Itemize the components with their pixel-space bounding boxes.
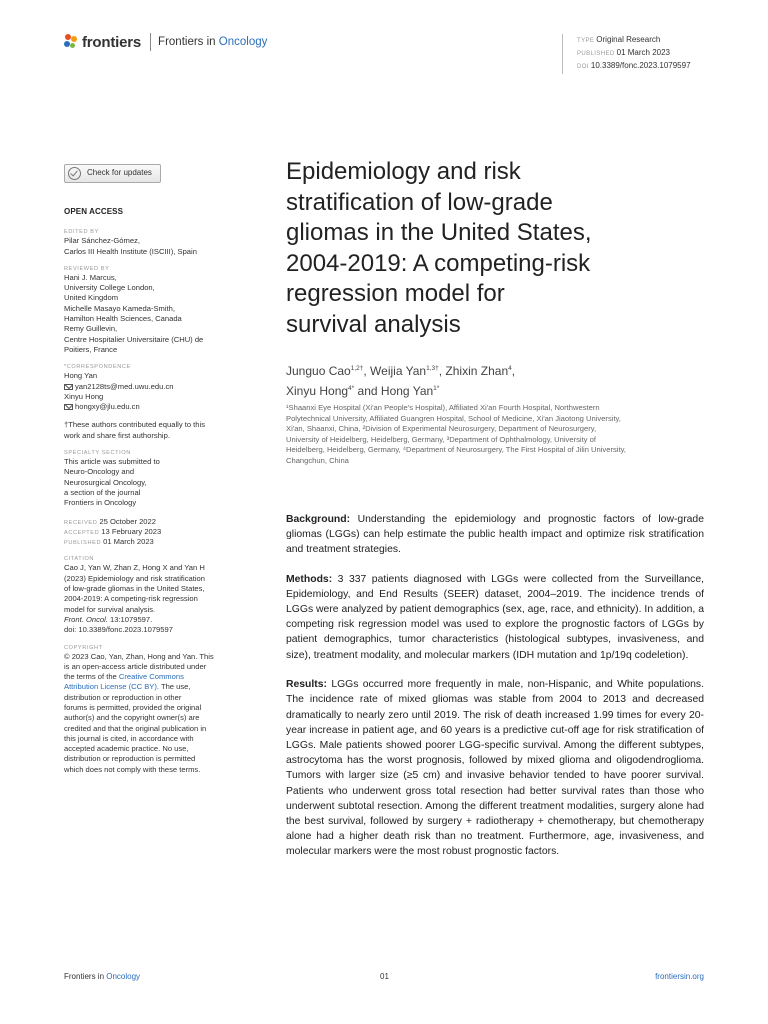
published-date: PUBLISHED 01 March 2023 <box>64 537 154 547</box>
author[interactable]: Hong Yan$^{1*}$ <box>380 384 440 398</box>
journal-prefix: Frontiers in <box>158 36 216 48</box>
abstract <box>286 512 704 860</box>
article-main <box>286 157 704 874</box>
author[interactable]: Xinyu Hong$^{4*}$ <box>286 384 355 398</box>
footer-journal[interactable]: Frontiers in Oncology <box>64 972 141 981</box>
journal-name[interactable] <box>158 36 267 48</box>
author-list: Junguo Cao$^{1,2\dagger}$, Weijia Yan$^{1,3\dagger}$, Zhixin Zhan$^4$, Xinyu Hong$^{4*}$ and Hong Yan$^{1*}$ <box>286 364 516 398</box>
page-number: 01 <box>380 972 389 981</box>
abstract-methods: Methods: 3 337 patients diagnosed with LGGs were collected from the Surveillance, Epidemiology, and End Results (SEER) dataset, 2004–2019. The incidence trends of LGGs were analyzed by patient demographics (sex, age, race, and ethnicity). In addition, a competing risk regression model was used to explore the prognostic factors of LGGs by patient demographics, tumor characteristics (histological subtypes, invasiveness, and size), treatment modality, and molecular markers (IDH mutation and 1p/19q codeletion). <box>286 573 704 661</box>
edited-by-section: EDITED BY Pilar Sánchez-Gómez, Carlos III Health Institute (ISCIII), Spain <box>64 229 197 256</box>
open-access-label: OPEN ACCESS <box>64 207 124 216</box>
article-sidebar <box>64 164 246 783</box>
corr1-email-link[interactable]: yan2128ts@med.uwu.edu.cn <box>64 382 246 392</box>
author[interactable]: Junguo Cao$^{1,2\dagger}$ <box>286 364 364 378</box>
article-type: TYPE Original Research <box>577 35 661 44</box>
citation-section: CITATION Cao J, Yan W, Zhan Z, Hong X and Yan H (2023) Epidemiology and risk stratification of low-grade gliomas in the United States, 2004-2019: A competing-risk regression model for survival analysis. Front. Oncol. 13:1079597. doi: 10.3389/fonc.2023.1079597 <box>64 556 205 635</box>
article-meta <box>562 34 691 74</box>
abstract-results: Results: LGGs occurred more frequently in male, non-Hispanic, and White populations. The incidence rate of mixed gliomas was stable from 2004 to 2013 and decreased dramatically to nearly zero until 2019. The risk of death increased 1.99 times for every 20-year increase in patient age, and 60 years is a predictive cut-off age for risk stratification of LGGs. Male patients showed poorer LGG-specific survival. Among the different subtypes, astrocytoma has the worst prognosis, followed by mixed glioma and oligodendroglioma. Tumors with larger size (≥5 cm) and invasive behavior tended to have poorer survival. Patients who underwent gross total resection had better survival rates than those who underwent subtotal resection. Among the different treatment modalities, surgery alone had the best survival, followed by surgery + radiotherapy + chemotherapy, but chemotherapy alone had a higher death risk than no treatment. Furthermore, age, invasiveness, and molecular markers were the most robust prognostic factors. <box>286 679 704 858</box>
affiliations: ¹Shaanxi Eye Hospital (Xi'an People's Hospital), Affiliated Xi'an Fourth Hospital, Northwestern Polytechnical University, Affiliated Guangren Hospital, School of Medicine, Xi'an Jiaotong University, Xi'an, Shaanxi, China, ²Division of Experimental Neurosurgery, Department of Neurosurgery, University of Heidelberg, Heidelberg, Germany, ³Department of Ophthalmology, University of Heidelberg, Heidelberg, Germany, ⁴Department of Neurosurgery, The First Hospital of Jilin University, Changchun, China <box>286 403 626 465</box>
accepted-date: ACCEPTED 13 February 2023 <box>64 526 162 536</box>
received-date: RECEIVED 25 October 2022 <box>64 516 156 526</box>
cc-license-link-2[interactable]: Attribution License (CC BY). <box>64 682 159 692</box>
reviewed-by-section: REVIEWED BY Hani J. Marcus, University College London, United Kingdom Michelle Masayo Kameda-Smith, Hamilton Health Sciences, Canada Remy Guillevin, Centre Hospitalier Universitaire (CHU) de Poitiers, France <box>64 265 204 354</box>
cc-license-link[interactable]: Creative Commons <box>118 672 184 682</box>
footer-site-link[interactable]: frontiersin.org <box>655 972 704 981</box>
check-updates-icon <box>68 167 81 180</box>
copyright-section: COPYRIGHT © 2023 Cao, Yan, Zhan, Hong and Yan. This is an open-access article distributed under the terms of the Creative Commons Attribution License (CC BY). The use, distribution or reproduction in other forums is permitted, provided the original author(s) and the copyright owner(s) are credited and that the original publication in this journal is cited, in accordance with accepted academic practice. No use, distribution or reproduction is permitted which does not comply with these terms. <box>64 644 214 774</box>
correspondence-section: *CORRESPONDENCE Hong Yan yan2128ts@med.uwu.edu.cn Xinyu Hong hongxy@jlu.edu.cn <box>64 363 246 412</box>
specialty-section: SPECIALTY SECTION This article was submitted to Neuro-Oncology and Neurosurgical Oncology, a section of the journal Frontiers in Oncology <box>64 450 160 508</box>
check-for-updates-button[interactable]: Check for updates <box>64 164 161 183</box>
abstract-background: Background: Understanding the epidemiology and prognostic factors of low-grade gliomas (LGGs) can help estimate the public health impact and optimize risk stratification and treatment strategies. <box>286 513 704 555</box>
article-doi[interactable]: DOI 10.3389/fonc.2023.1079597 <box>577 61 691 70</box>
article-title: Epidemiology and risk stratification of low-grade gliomas in the United States, 2004-2019: A competing-risk regression model for survival analysis <box>286 158 592 338</box>
journal-title: Oncology <box>218 36 268 48</box>
dates-section <box>64 517 246 548</box>
article-published: PUBLISHED 01 March 2023 <box>577 48 670 57</box>
author[interactable]: Weijia Yan$^{1,3\dagger}$ <box>370 364 439 378</box>
frontiers-logo[interactable] <box>64 33 267 51</box>
logo-divider <box>150 33 151 51</box>
mail-icon <box>64 404 73 410</box>
equal-contribution-note: †These authors contributed equally to this work and share first authorship. <box>64 420 205 440</box>
frontiers-logo-icon <box>64 33 78 51</box>
corr2-email-link[interactable]: hongxy@jlu.edu.cn <box>64 402 246 412</box>
author[interactable]: Zhixin Zhan$^4$ <box>445 364 512 378</box>
mail-icon <box>64 384 73 390</box>
brand-name: frontiers <box>82 33 142 51</box>
